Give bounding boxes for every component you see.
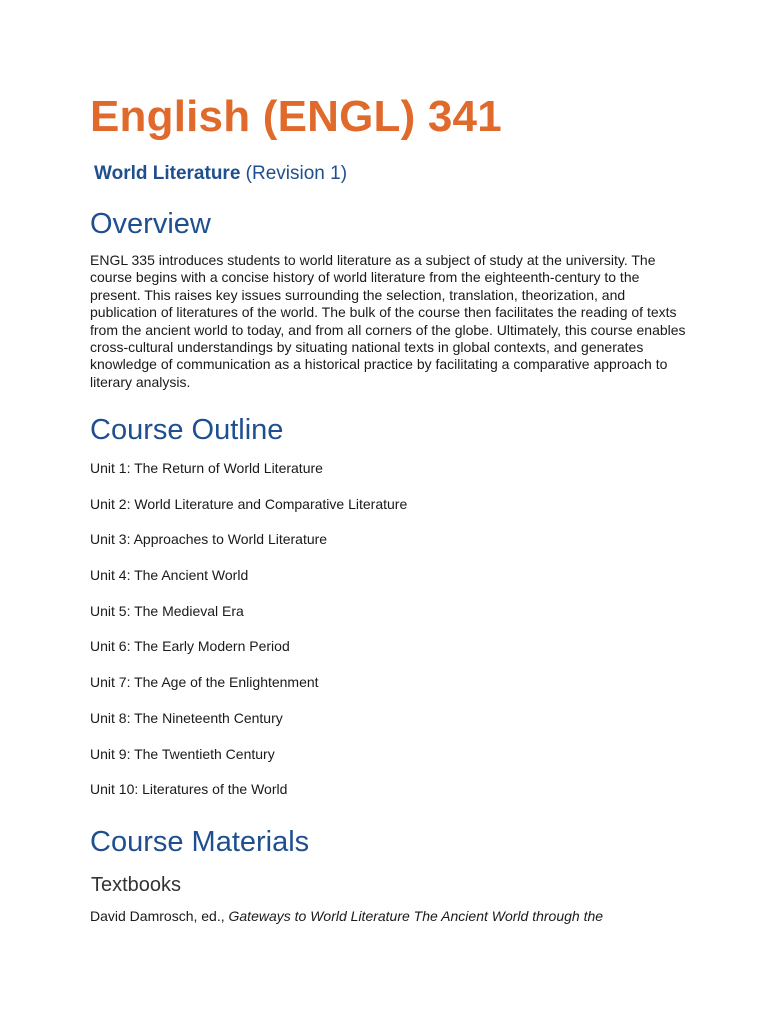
outline-unit: Unit 4: The Ancient World: [90, 567, 249, 584]
outline-unit: Unit 8: The Nineteenth Century: [90, 709, 283, 726]
overview-heading: Overview: [90, 208, 211, 240]
course-subtitle: [94, 163, 347, 185]
course-revision: (Revision 1): [245, 163, 348, 184]
course-outline-list: [90, 460, 407, 817]
outline-unit: Unit 5: The Medieval Era: [90, 602, 244, 619]
outline-unit: Unit 3: Approaches to World Literature: [90, 531, 328, 548]
outline-unit: Unit 10: Literatures of the World: [90, 781, 288, 798]
overview-paragraph: ENGL 335 introduces students to world literature as a subject of study at the university. The course begins with a concise history of world literature from the eighteenth-century to the present. This raises key issues surrounding the selection, translation, theorization, and publication of literatures of the world. The bulk of the course then facilitates the reading of texts from the ancient world to today, and from all corners of the globe. Ultimately, this course enables cross-cultural understandings by situating national texts in global contexts, and generates knowledge of communication as a historical practice by facilitating a comparative approach to literary analysis.: [90, 252, 686, 390]
outline-unit: Unit 9: The Twentieth Century: [90, 745, 275, 762]
course-materials-heading: Course Materials: [90, 826, 310, 858]
outline-unit: Unit 7: The Age of the Enlightenment: [90, 674, 319, 691]
outline-unit: Unit 6: The Early Modern Period: [90, 638, 290, 655]
textbook-author: David Damrosch, ed.,: [90, 908, 225, 924]
outline-unit: Unit 2: World Literature and Comparative Literature: [90, 495, 408, 512]
textbook-title: Gateways to World Literature The Ancient World through the: [228, 908, 604, 924]
textbook-citation: [90, 908, 603, 924]
course-name: World Literature: [94, 163, 241, 184]
outline-unit: Unit 1: The Return of World Literature: [90, 460, 323, 476]
course-outline-heading: Course Outline: [90, 414, 284, 446]
textbooks-heading: Textbooks: [91, 874, 182, 896]
course-title: English (ENGL) 341: [90, 92, 502, 141]
